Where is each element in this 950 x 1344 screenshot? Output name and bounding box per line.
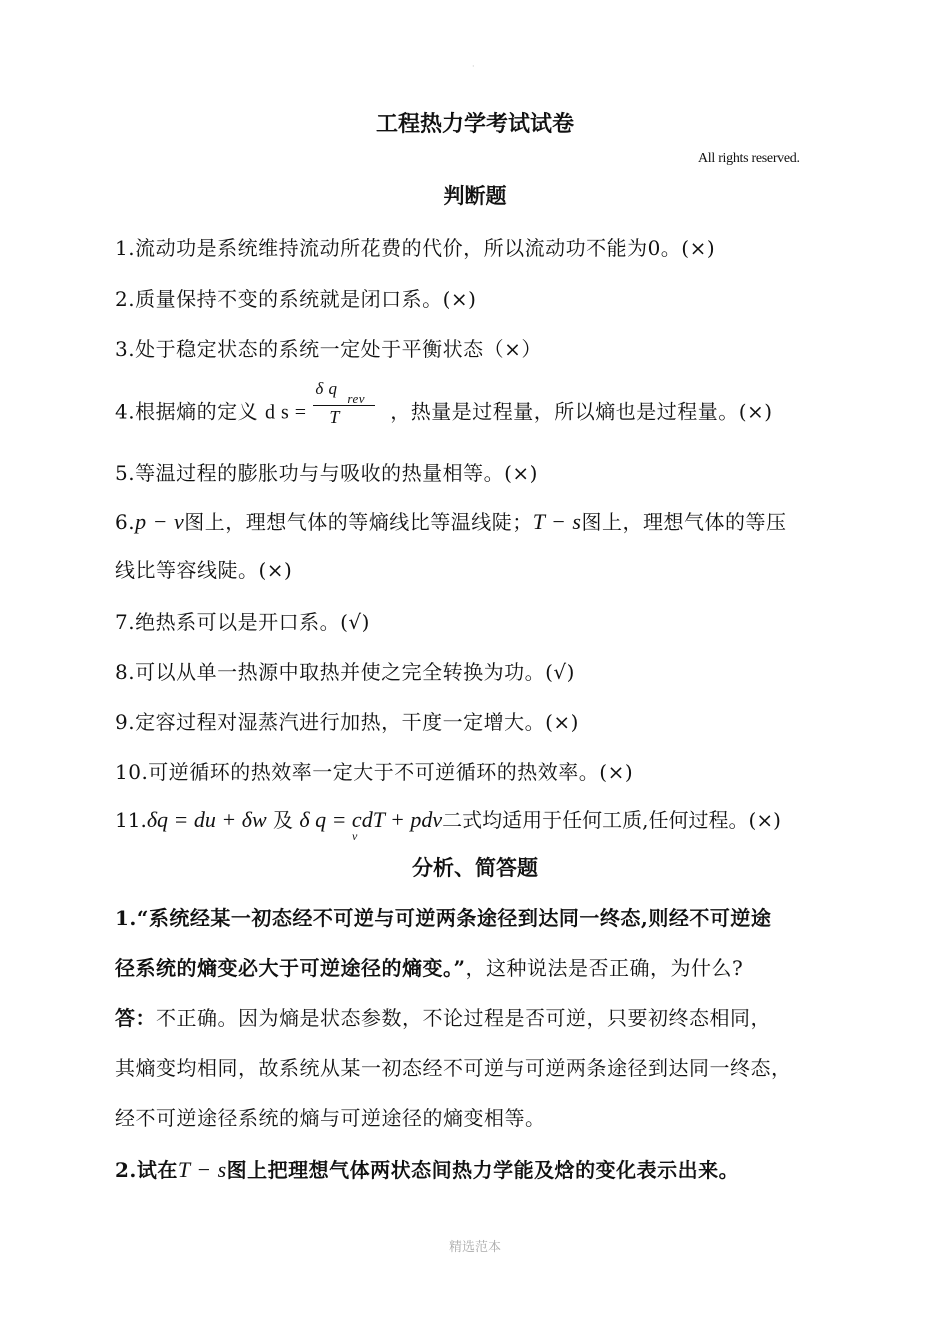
question-1-line-1: 1.“系统经某一初态经不可逆与可逆两条途径到达同一终态,则经不可逆途 [115, 906, 772, 930]
question-1-bold-part: 径系统的熵变必大于可逆途径的熵变。” [115, 956, 466, 980]
fraction-subscript: rev [347, 391, 365, 406]
question-2 [115, 1154, 739, 1183]
question-2-suffix: 图上把理想气体两状态间热力学能及焓的变化表示出来。 [226, 1158, 740, 1182]
item6-ts: T − s [532, 509, 582, 534]
fraction-numerator: δ q [315, 379, 338, 398]
item11-eq2: δ q = c [299, 807, 362, 832]
question-2-ts: T − s [177, 1157, 227, 1182]
answer-1-line-1 [115, 1002, 771, 1031]
question-1-line-2 [115, 952, 743, 981]
top-dot: · [472, 62, 475, 71]
question-2-prefix: 2.试在 [115, 1158, 178, 1182]
item6-mid: 图上，理想气体的等熵线比等温线陡； [184, 510, 533, 534]
section-heading-analysis: 分析、简答题 [412, 855, 538, 880]
judgment-item-2: 2.质量保持不变的系统就是闭口系。(×) [115, 287, 477, 311]
answer-text: 不正确。因为熵是状态参数，不论过程是否可逆，只要初终态相同， [156, 1006, 771, 1030]
fraction-bar [313, 405, 375, 406]
judgment-item-4 [115, 379, 773, 433]
item11-subscript: v [352, 829, 358, 843]
item11-eq1: δq = du + δw [146, 807, 267, 832]
item6-suffix: 图上，理想气体的等压 [581, 510, 787, 534]
section-heading-judgment: 判断题 [443, 183, 507, 208]
entropy-fraction [313, 379, 383, 433]
item11-eq3: dT + pdv [361, 807, 443, 832]
page-footer: 精选范本 [448, 1240, 501, 1255]
judgment-item-8: 8.可以从单一热源中取热并使之完全转换为功。(√) [115, 660, 575, 684]
item11-prefix: 11. [115, 808, 147, 832]
item4-ds: d s = [264, 401, 307, 424]
judgment-item-10: 10.可逆循环的热效率一定大于不可逆循环的热效率。(×) [115, 760, 634, 784]
item6-prefix: 6. [115, 510, 136, 534]
judgment-item-5: 5.等温过程的膨胀功与与吸收的热量相等。(×) [115, 461, 538, 485]
item11-suffix: 二式均适用于任何工质,任何过程。(×) [442, 808, 781, 832]
judgment-item-6 [115, 506, 786, 535]
page-title: 工程热力学考试试卷 [375, 111, 574, 137]
answer-label: 答： [115, 1006, 156, 1030]
answer-1-line-3: 经不可逆途径系统的熵与可逆途径的熵变相等。 [115, 1106, 546, 1130]
question-1-rest: ，这种说法是否正确，为什么? [465, 956, 744, 980]
judgment-item-1: 1.流动功是系统维持流动所花费的代价，所以流动功不能为0。(×) [115, 236, 716, 260]
item11-and: 及 [273, 808, 293, 832]
item4-suffix: ，热量是过程量，所以熵也是过程量。(×) [390, 399, 773, 424]
judgment-item-9: 9.定容过程对湿蒸汽进行加热，干度一定增大。(×) [115, 710, 579, 734]
judgment-item-7: 7.绝热系可以是开口系。(√) [115, 610, 370, 634]
judgment-item-11 [115, 804, 781, 833]
item4-prefix: 4.根据熵的定义 [115, 399, 259, 424]
judgment-item-6-continued: 线比等容线陡。(×) [115, 558, 293, 582]
answer-1-line-2: 其熵变均相同，故系统从某一初态经不可逆与可逆两条途径到达同一终态， [115, 1056, 792, 1080]
rights-notice: All rights reserved. [698, 151, 800, 166]
fraction-denominator: T [329, 407, 340, 427]
item6-pv: p − v [135, 509, 185, 534]
judgment-item-3: 3.处于稳定状态的系统一定处于平衡状态（×） [115, 337, 542, 361]
